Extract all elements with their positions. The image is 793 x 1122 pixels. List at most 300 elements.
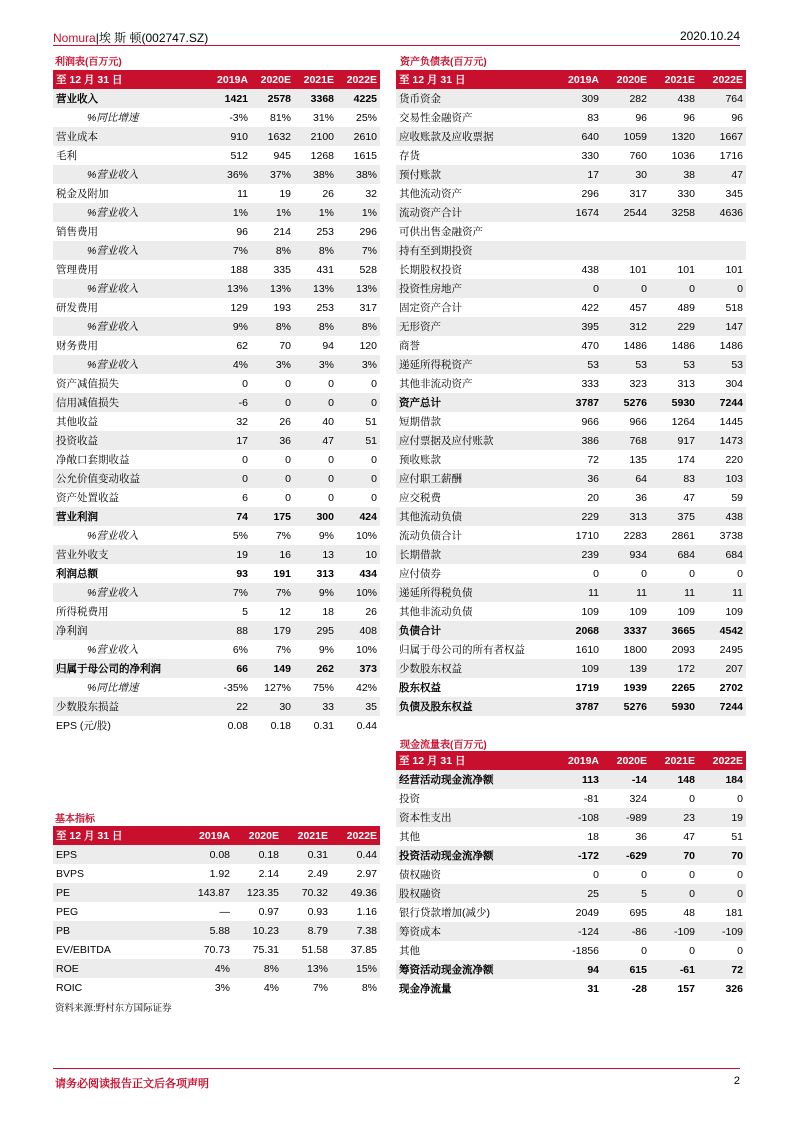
row-value: 0 xyxy=(602,279,650,298)
table-row xyxy=(396,545,746,564)
row-label: PB xyxy=(53,921,184,940)
row-label: 商誉 xyxy=(399,340,420,352)
table-row xyxy=(396,412,746,431)
row-value: 75% xyxy=(312,681,334,694)
table-row xyxy=(53,241,380,260)
table-row xyxy=(396,374,746,393)
row-value: 8% xyxy=(337,317,380,336)
row-value: 207 xyxy=(698,659,746,678)
row-label: 银行贷款增加(减少) xyxy=(399,907,490,919)
table-row xyxy=(396,488,746,507)
row-value: 148 xyxy=(650,770,698,789)
column-header: 2019A xyxy=(208,70,251,89)
row-value: 18 xyxy=(587,830,599,843)
row-value: 4542 xyxy=(698,621,746,640)
row-value: 72 xyxy=(698,960,746,979)
row-value xyxy=(602,241,650,260)
income-header-row xyxy=(53,70,380,89)
table-row xyxy=(53,488,380,507)
row-value: 109 xyxy=(725,605,743,618)
row-label: 可供出售金融资产 xyxy=(399,226,483,238)
cashflow-table xyxy=(396,751,746,998)
row-value: 30 xyxy=(251,697,294,716)
row-value: 518 xyxy=(725,301,743,314)
row-value: 324 xyxy=(629,792,647,805)
row-value: 966 xyxy=(581,415,599,428)
row-value: 0 xyxy=(689,567,695,580)
row-value: 7244 xyxy=(698,697,746,716)
row-value: 51 xyxy=(337,431,380,450)
row-value: 1610 xyxy=(575,643,599,656)
row-value: 157 xyxy=(677,982,695,995)
row-value: 1036 xyxy=(671,149,695,162)
row-value: 6% xyxy=(232,643,248,656)
balance-header-row xyxy=(396,70,746,89)
row-value: 1264 xyxy=(671,415,695,428)
row-value: 0 xyxy=(641,868,647,881)
row-value: 2495 xyxy=(719,643,743,656)
row-value: 0 xyxy=(294,393,337,412)
row-value: 1939 xyxy=(623,681,647,694)
row-value: 11 xyxy=(602,583,650,602)
row-value: 94 xyxy=(322,339,334,352)
row-value: 768 xyxy=(602,431,650,450)
row-value: 38% xyxy=(337,165,380,184)
row-value: 149 xyxy=(251,659,294,678)
table-row xyxy=(53,545,380,564)
row-label: %同比增速 xyxy=(87,112,139,124)
row-label: 流动负债合计 xyxy=(399,530,462,542)
table-row xyxy=(396,827,746,846)
row-value: 3787 xyxy=(554,697,602,716)
row-label: %营业收入 xyxy=(53,583,208,602)
report-date: 2020.10.24 xyxy=(679,29,740,43)
table-row xyxy=(53,940,380,959)
row-value: 1% xyxy=(208,203,251,222)
row-value: 1% xyxy=(337,203,380,222)
row-value: 438 xyxy=(650,89,698,108)
row-value: 424 xyxy=(337,507,380,526)
row-value: 615 xyxy=(602,960,650,979)
table-row xyxy=(396,979,746,998)
row-value: 7% xyxy=(275,643,291,656)
row-label: 管理费用 xyxy=(56,264,98,276)
table-row xyxy=(396,526,746,545)
row-label: %营业收入 xyxy=(87,530,139,542)
row-value: -3% xyxy=(229,111,248,124)
row-value xyxy=(602,222,650,241)
row-value: 2100 xyxy=(294,127,337,146)
table-row xyxy=(396,127,746,146)
column-header: 2019A xyxy=(554,70,602,89)
row-value: 10% xyxy=(355,643,377,656)
footer-disclaimer: 请务必阅读报告正文后各项声明 xyxy=(55,1078,209,1090)
table-row xyxy=(53,621,380,640)
row-value: 4225 xyxy=(337,89,380,108)
basic-title: 基本指标 xyxy=(55,814,95,825)
column-header: 2021E xyxy=(282,826,331,845)
table-row xyxy=(396,846,746,865)
row-value: 0 xyxy=(650,279,698,298)
table-row xyxy=(396,336,746,355)
row-value: 1486 xyxy=(671,339,695,352)
row-value: 19 xyxy=(698,808,746,827)
row-value: 37% xyxy=(251,165,294,184)
row-value: 335 xyxy=(273,263,291,276)
row-value: 0 xyxy=(698,884,746,903)
row-label: 其他 xyxy=(399,831,420,843)
row-value: 10 xyxy=(337,545,380,564)
row-value: 0 xyxy=(689,868,695,881)
row-label: 短期借款 xyxy=(399,416,441,428)
table-row xyxy=(396,184,746,203)
row-value: 188 xyxy=(230,263,248,276)
row-label: 营业外收支 xyxy=(53,545,208,564)
row-value: 3% xyxy=(251,355,294,374)
row-label: 其他 xyxy=(399,945,420,957)
row-value: 174 xyxy=(677,453,695,466)
row-value: 917 xyxy=(650,431,698,450)
row-value: 0 xyxy=(371,377,377,390)
row-value: 684 xyxy=(650,545,698,564)
row-value: 49.36 xyxy=(331,883,380,902)
row-value: 70 xyxy=(698,846,746,865)
row-label: %营业收入 xyxy=(53,317,208,336)
row-value: 22 xyxy=(208,697,251,716)
row-value: -629 xyxy=(602,846,650,865)
row-value: 9% xyxy=(318,643,334,656)
table-row xyxy=(396,393,746,412)
table-row xyxy=(396,697,746,716)
row-value: 0 xyxy=(698,279,746,298)
row-value: 0 xyxy=(294,469,337,488)
row-label: 债权融资 xyxy=(399,869,441,881)
row-value: 47 xyxy=(683,830,695,843)
row-value: 3738 xyxy=(719,529,743,542)
row-value: -35% xyxy=(223,681,248,694)
row-value: 5930 xyxy=(650,393,698,412)
row-value: 4% xyxy=(184,959,233,978)
row-value: 13 xyxy=(294,545,337,564)
row-value: 457 xyxy=(629,301,647,314)
row-value: 317 xyxy=(629,187,647,200)
row-value: 0 xyxy=(641,944,647,957)
row-value: 11 xyxy=(650,583,698,602)
table-row xyxy=(396,431,746,450)
balance-title: 资产负债表(百万元) xyxy=(400,57,487,68)
row-value: 36% xyxy=(208,165,251,184)
row-value: 5.88 xyxy=(184,921,233,940)
row-value: 2702 xyxy=(719,681,743,694)
row-value: 2.97 xyxy=(356,867,377,880)
table-row xyxy=(396,922,746,941)
row-value: 9% xyxy=(208,317,251,336)
row-label: BVPS xyxy=(56,867,85,880)
row-label: 预付账款 xyxy=(396,165,554,184)
row-value: 0 xyxy=(285,377,291,390)
row-label: 投资性房地产 xyxy=(396,279,554,298)
row-value xyxy=(698,241,746,260)
row-label: 税金及附加 xyxy=(56,188,109,200)
row-value: 229 xyxy=(554,507,602,526)
row-value: 1486 xyxy=(623,339,647,352)
row-value: 8% xyxy=(251,317,294,336)
row-value: 764 xyxy=(698,89,746,108)
row-value: 70.73 xyxy=(203,943,230,956)
column-header: 2020E xyxy=(233,826,282,845)
row-value: 35 xyxy=(337,697,380,716)
row-label: 筹资成本 xyxy=(396,922,554,941)
row-value: 312 xyxy=(602,317,650,336)
row-value: 7% xyxy=(208,583,251,602)
row-value: 1421 xyxy=(208,89,251,108)
basic-header-row xyxy=(53,826,380,845)
row-value: 239 xyxy=(554,545,602,564)
row-value: 19 xyxy=(279,187,291,200)
row-value: 8% xyxy=(294,317,337,336)
row-value: 1.92 xyxy=(209,867,230,880)
row-value: 434 xyxy=(359,567,377,580)
row-value: 0 xyxy=(737,792,743,805)
row-value: 113 xyxy=(554,770,602,789)
row-value: 123.35 xyxy=(233,883,282,902)
column-header: 至 12 月 31 日 xyxy=(396,70,554,89)
row-value: 3787 xyxy=(554,393,602,412)
row-label: 应付债券 xyxy=(399,568,441,580)
row-value: 1320 xyxy=(650,127,698,146)
row-value: 96 xyxy=(731,111,743,124)
table-row xyxy=(396,564,746,583)
column-header: 2019A xyxy=(184,826,233,845)
row-value: 0 xyxy=(689,944,695,957)
row-value: 25 xyxy=(554,884,602,903)
row-value: 135 xyxy=(629,453,647,466)
row-value: 3% xyxy=(214,981,230,994)
row-value: 13% xyxy=(294,279,337,298)
row-label: EV/EBITDA xyxy=(56,943,111,956)
row-value: 330 xyxy=(581,149,599,162)
table-row xyxy=(53,697,380,716)
row-value: 3% xyxy=(337,355,380,374)
row-value: 0.31 xyxy=(282,845,331,864)
row-label: 营业收入 xyxy=(53,89,208,108)
row-value: 5% xyxy=(232,529,248,542)
row-value: 489 xyxy=(677,301,695,314)
table-row xyxy=(396,640,746,659)
row-value: 36 xyxy=(635,830,647,843)
row-value: 147 xyxy=(698,317,746,336)
row-value: 0 xyxy=(371,453,377,466)
row-value: 36 xyxy=(251,431,294,450)
row-value: 0.97 xyxy=(258,905,279,918)
row-value: 0.08 xyxy=(184,845,233,864)
row-value: 36 xyxy=(554,469,602,488)
row-value: 7% xyxy=(337,241,380,260)
row-value: 1615 xyxy=(353,149,377,162)
row-value: 30 xyxy=(602,165,650,184)
row-label: 固定资产合计 xyxy=(399,302,462,314)
row-value: 1710 xyxy=(575,529,599,542)
row-value: 1% xyxy=(294,203,337,222)
column-header: 2022E xyxy=(337,70,380,89)
row-value: 0 xyxy=(641,567,647,580)
row-value: 2544 xyxy=(602,203,650,222)
row-label: 其他流动负债 xyxy=(396,507,554,526)
row-value: -28 xyxy=(631,982,647,995)
table-row xyxy=(396,659,746,678)
row-value: 438 xyxy=(698,507,746,526)
row-value: 10% xyxy=(337,583,380,602)
row-value: 0.18 xyxy=(233,845,282,864)
row-label: 负债合计 xyxy=(396,621,554,640)
table-row xyxy=(396,808,746,827)
row-value: 31 xyxy=(587,982,599,995)
row-label: 研发费用 xyxy=(56,302,98,314)
table-row xyxy=(396,450,746,469)
row-value xyxy=(650,222,698,241)
row-value: 179 xyxy=(251,621,294,640)
row-value: 8% xyxy=(233,959,282,978)
row-value: 66 xyxy=(208,659,251,678)
table-row xyxy=(53,298,380,317)
row-label: 现金净流量 xyxy=(399,983,452,995)
row-value: 0 xyxy=(737,868,743,881)
row-value: 0 xyxy=(251,469,294,488)
table-row xyxy=(53,222,380,241)
row-value: 0 xyxy=(593,567,599,580)
table-row xyxy=(53,526,380,545)
row-label: 负债及股东权益 xyxy=(396,697,554,716)
table-row xyxy=(53,978,380,997)
row-value: 1674 xyxy=(554,203,602,222)
row-value: 184 xyxy=(698,770,746,789)
table-row xyxy=(396,298,746,317)
row-value: 304 xyxy=(725,377,743,390)
row-value: 32 xyxy=(236,415,248,428)
row-label: 其他非流动负债 xyxy=(399,606,473,618)
row-value: 25% xyxy=(355,111,377,124)
row-value: 1445 xyxy=(719,415,743,428)
row-value: 0 xyxy=(554,279,602,298)
row-value: 309 xyxy=(554,89,602,108)
table-row xyxy=(396,203,746,222)
row-value: 2049 xyxy=(575,906,599,919)
balance-table xyxy=(396,70,746,716)
row-value: 48 xyxy=(683,906,695,919)
row-value: 20 xyxy=(587,491,599,504)
table-row xyxy=(53,336,380,355)
table-row xyxy=(53,659,380,678)
row-value: 1632 xyxy=(251,127,294,146)
row-value: 300 xyxy=(294,507,337,526)
row-value: 330 xyxy=(677,187,695,200)
row-value: 70 xyxy=(279,339,291,352)
row-value: 81% xyxy=(269,111,291,124)
row-value: 2093 xyxy=(671,643,695,656)
row-value: 129 xyxy=(230,301,248,314)
row-label: 销售费用 xyxy=(56,226,98,238)
row-value: 8% xyxy=(361,981,377,994)
table-row xyxy=(396,260,746,279)
row-label: 应交税费 xyxy=(399,492,441,504)
row-value: 2610 xyxy=(337,127,380,146)
row-value: 1473 xyxy=(698,431,746,450)
row-value: 0 xyxy=(242,453,248,466)
row-value: 0 xyxy=(593,868,599,881)
row-label: 应收账款及应收票据 xyxy=(396,127,554,146)
row-label: ROIC xyxy=(56,981,83,994)
row-value: 1719 xyxy=(575,681,599,694)
row-value: 2283 xyxy=(623,529,647,542)
column-header: 2021E xyxy=(650,70,698,89)
row-value: 296 xyxy=(359,225,377,238)
row-value: 96 xyxy=(683,111,695,124)
row-label: 净敞口套期收益 xyxy=(56,454,130,466)
table-row xyxy=(396,355,746,374)
row-value: 17 xyxy=(554,165,602,184)
row-value: 5930 xyxy=(650,697,698,716)
table-row xyxy=(396,602,746,621)
row-value: 38% xyxy=(294,165,337,184)
row-label: 少数股东损益 xyxy=(53,697,208,716)
row-value: 70.32 xyxy=(282,883,331,902)
table-row xyxy=(53,374,380,393)
row-label: 净利润 xyxy=(53,621,208,640)
table-row xyxy=(53,317,380,336)
row-value: -108 xyxy=(554,808,602,827)
table-row xyxy=(396,941,746,960)
row-value: -109 xyxy=(650,922,698,941)
row-value: -14 xyxy=(602,770,650,789)
row-value: 0 xyxy=(371,491,377,504)
row-label: 货币资金 xyxy=(396,89,554,108)
table-row xyxy=(53,845,380,864)
income-table xyxy=(53,70,380,735)
row-value: 62 xyxy=(236,339,248,352)
table-row xyxy=(53,146,380,165)
row-label: 公允价值变动收益 xyxy=(53,469,208,488)
row-label: 持有至到期投资 xyxy=(396,241,554,260)
row-value: 313 xyxy=(677,377,695,390)
row-value: 191 xyxy=(273,567,291,580)
row-value: 16 xyxy=(251,545,294,564)
row-value: 11 xyxy=(237,187,248,200)
column-header: 至 12 月 31 日 xyxy=(53,826,184,845)
row-value: 181 xyxy=(725,906,743,919)
row-label: 预收账款 xyxy=(399,454,441,466)
row-value: 313 xyxy=(602,507,650,526)
row-label: 归属于母公司的所有者权益 xyxy=(399,644,525,656)
column-header: 2019A xyxy=(554,751,602,770)
row-value: 5 xyxy=(602,884,650,903)
row-value: 0 xyxy=(208,469,251,488)
row-label: 股权融资 xyxy=(396,884,554,903)
row-value xyxy=(554,222,602,241)
row-value: 40 xyxy=(322,415,334,428)
row-value: 0 xyxy=(251,393,294,412)
row-value: 345 xyxy=(725,187,743,200)
column-header: 2022E xyxy=(698,751,746,770)
row-label: 存货 xyxy=(399,150,420,162)
row-value: 0.31 xyxy=(313,719,334,732)
table-row xyxy=(53,184,380,203)
row-value: 0 xyxy=(337,393,380,412)
cashflow-header-row xyxy=(396,751,746,770)
row-value: 295 xyxy=(294,621,337,640)
table-row xyxy=(396,903,746,922)
row-value: 175 xyxy=(251,507,294,526)
row-value: -86 xyxy=(602,922,650,941)
